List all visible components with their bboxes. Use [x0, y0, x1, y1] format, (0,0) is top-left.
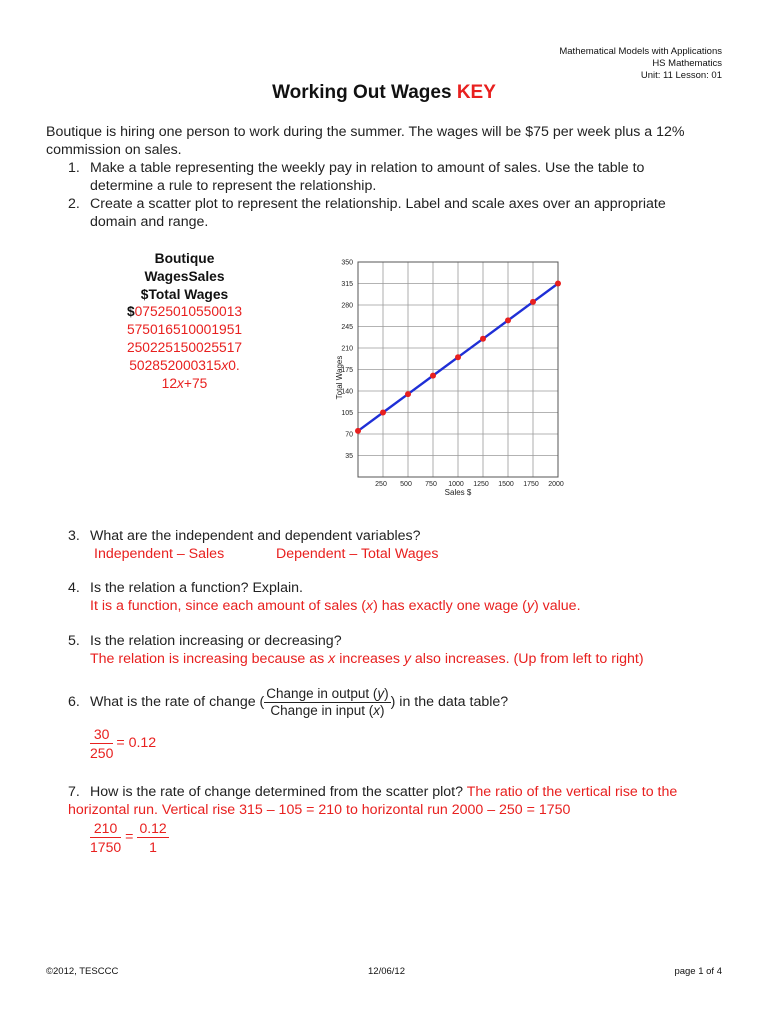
course-name: Mathematical Models with Applications [559, 46, 722, 57]
answer-independent: Independent – Sales [94, 545, 225, 562]
table-row-5: 12x+75 [161, 375, 208, 391]
wage-table [112, 250, 257, 392]
x-tick-label: 250 [375, 481, 387, 488]
x-tick-label: 1750 [523, 481, 539, 488]
x-tick-label: 2000 [548, 481, 564, 488]
intro-paragraph: Boutique is hiring one person to work during the summer. The wages will be $75 per week plus a 12% commission on sales. [46, 124, 685, 158]
question-6: 6. What is the rate of change ( $\frac{\text{Change in output (y)}}{\text{Change in input (x)}}$ ) in the data table? $\frac{30}{250}$ = 0.12 [68, 686, 718, 762]
y-tick-label: 70 [345, 431, 353, 439]
answer-4: It is a function, since each amount of sales (x) has exactly one wage (y) value. [90, 597, 581, 614]
data-point [380, 410, 386, 416]
question-5: 5. Is the relation increasing or decreasing? The relation is increasing because as x increases y also increases. (Up from left to right) [68, 633, 718, 668]
unit-lesson: Unit: 11 Lesson: 01 [640, 70, 722, 81]
x-axis-label: Sales $ [444, 488, 472, 497]
y-tick-label: 140 [341, 388, 353, 396]
data-point [430, 373, 436, 379]
document-header [559, 46, 722, 82]
answer-dependent: Dependent – Total Wages [276, 545, 439, 562]
data-point [480, 336, 486, 342]
table-heading-3: $Total Wages [140, 286, 229, 302]
question-4: 4. Is the relation a function? Explain. It is a function, since each amount of sales (x) has exactly one wage (y) value. [68, 580, 718, 615]
data-point [505, 317, 511, 323]
y-tick-label: 280 [341, 302, 353, 310]
table-row-2: 575016510001951 [126, 322, 243, 338]
y-tick-label: 210 [341, 345, 353, 353]
x-tick-label: 750 [425, 481, 437, 488]
y-tick-label: 35 [345, 453, 353, 460]
question-3: 3. What are the independent and dependent variables? Independent – Sales Dependent – Total Wages [68, 528, 439, 562]
table-heading-1: Boutique [154, 251, 215, 266]
x-tick-label: 1500 [498, 481, 514, 488]
answer-7-part2: horizontal run. Vertical rise 315 – 105 = 210 to horizontal run 2000 – 250 = 1750 [68, 801, 571, 818]
x-tick-label: 1250 [473, 481, 489, 488]
footer-copyright: ©2012, TESCCC [46, 966, 119, 977]
footer-page: page 1 of 4 [674, 966, 722, 977]
answer-6: $\frac{30}{250}$ = 0.12 [90, 726, 157, 761]
table-row-1: $07525010550013 [126, 304, 243, 320]
table-row-4: 502852000315x0. [129, 357, 240, 373]
key-label: KEY [456, 82, 496, 103]
table-heading-2: WagesSales [144, 268, 225, 284]
answer-7-part1: The ratio of the vertical rise to the [463, 784, 678, 800]
instruction-1: 1. Make a table representing the weekly pay in relation to amount of sales. Use the table to determine a rule to represent the relationship. [68, 160, 645, 194]
table-row-3: 250225150025517 [126, 339, 243, 355]
data-point [530, 299, 536, 305]
page-title: Working Out Wages KEY [272, 82, 496, 103]
answer-7-fractions: $\frac{210}{1750}$ = $\frac{0.12}{1}$ [90, 820, 167, 856]
y-axis-label: Total Wages [335, 355, 344, 400]
x-tick-label: 500 [400, 481, 412, 488]
footer-date: 12/06/12 [368, 966, 405, 977]
rate-of-change-fraction: $\frac{\text{Change in output (y)}}{\text{Change in input (x)}}$ [266, 686, 389, 718]
data-point [455, 354, 461, 360]
y-tick-label: 350 [341, 259, 353, 267]
y-tick-label: 105 [341, 410, 353, 417]
answer-5: The relation is increasing because as x increases y also increases. (Up from left to right) [90, 650, 644, 667]
scatter-plot [325, 252, 570, 497]
y-tick-label: 245 [341, 324, 353, 331]
instruction-2: 2. Create a scatter plot to represent the relationship. Label and scale axes over an appropriate domain and range. [68, 196, 666, 230]
y-tick-label: 175 [341, 367, 353, 374]
x-tick-label: 1000 [448, 481, 464, 488]
y-tick-label: 315 [341, 281, 353, 288]
data-point [405, 391, 411, 397]
data-point [355, 428, 361, 434]
data-point [555, 281, 561, 287]
subject-name: HS Mathematics [652, 58, 722, 69]
question-7: 7. How is the rate of change determined from the scatter plot? The ratio of the vertical rise to the horizontal run. Vertical rise 315 – 105 = 210 to horizontal run 2000 – 250 = 1750 $\frac{210}{1750}$ = $\frac{0.12}{1}$ [68, 784, 718, 856]
